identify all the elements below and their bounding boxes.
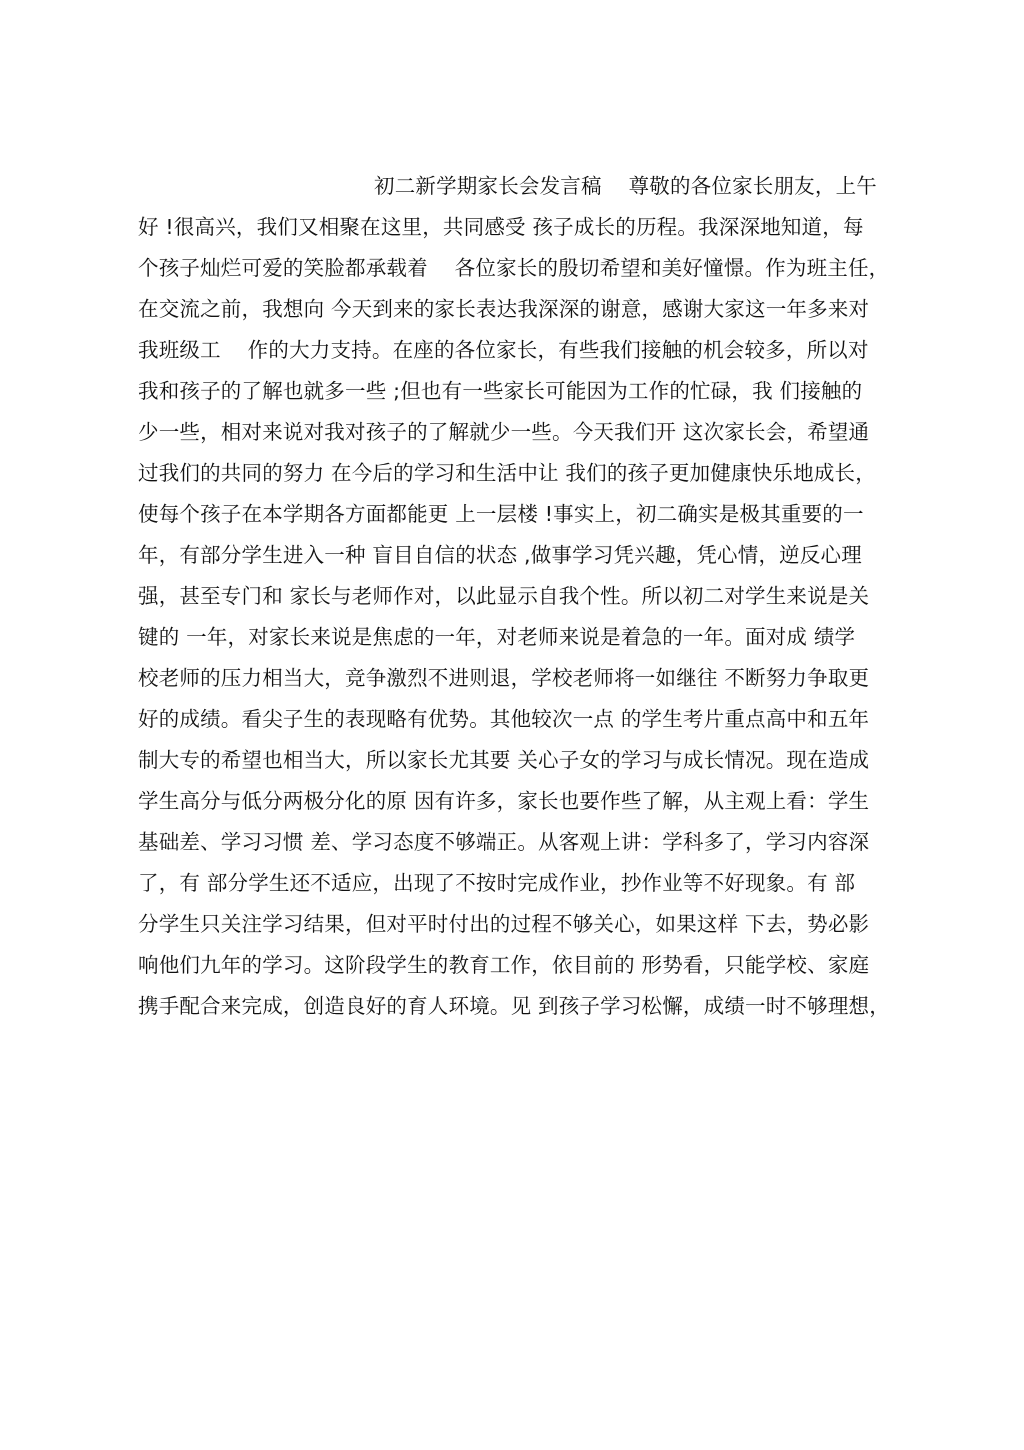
text-line: 校老师的压力相当大，竞争激烈不进则退，学校老师将一如继往 不断努力争取更 [138,666,870,690]
text-line: 制大专的希望也相当大，所以家长尤其要 关心子女的学习与成长情况。现在造成 [138,748,870,772]
text-line: 使每个孩子在本学期各方面都能更 上一层楼 !事实上，初二确实是极其重要的一 [138,502,864,526]
text-line: 少一些，相对来说对我对孩子的了解就少一些。今天我们开 这次家长会，希望通 [138,420,870,444]
text-line: 个孩子灿烂可爱的笑脸都承载着 各位家长的殷切希望和美好憧憬。作为班主任， [138,256,890,280]
text-line: 我和孩子的了解也就多一些 ;但也有一些家长可能因为工作的忙碌，我 们接触的 [138,379,863,403]
text-line: 基础差、学习习惯 差、学习态度不够端正。从客观上讲：学科多了，学习内容深 [138,830,870,854]
text-line: 键的 一年，对家长来说是焦虑的一年，对老师来说是着急的一年。面对成 绩学 [138,625,856,649]
text-line: 学生高分与低分两极分化的原 因有许多，家长也要作些了解，从主观上看：学生 [138,789,870,813]
text-line: 了，有 部分学生还不适应，出现了不按时完成作业，抄作业等不好现象。有 部 [138,871,856,895]
text-line: 我班级工 作的大力支持。在座的各位家长，有些我们接触的机会较多，所以对 [138,338,869,362]
text-line-title: 初二新学期家长会发言稿 尊敬的各位家长朋友，上午 [374,174,877,198]
text-line: 强，甚至专门和 家长与老师作对，以此显示自我个性。所以初二对学生来说是关 [138,584,870,608]
text-line: 过我们的共同的努力 在今后的学习和生活中让 我们的孩子更加健康快乐地成长， [138,461,876,485]
text-line: 年，有部分学生进入一种 盲目自信的状态 ,做事学习凭兴趣，凭心情，逆反心理 [138,543,862,567]
text-line: 响他们九年的学习。这阶段学生的教育工作，依目前的 形势看，只能学校、家庭 [138,953,870,977]
text-line: 分学生只关注学习结果，但对平时付出的过程不够关心，如果这样 下去，势必影 [138,912,870,936]
text-line: 好 !很高兴，我们又相聚在这里，共同感受 孩子成长的历程。我深深地知道，每 [138,215,864,239]
text-line: 在交流之前，我想向 今天到来的家长表达我深深的谢意，感谢大家这一年多来对 [138,297,870,321]
text-line: 好的成绩。看尖子生的表现略有优势。其他较次一点 的学生考片重点高中和五年 [138,707,870,731]
speech-text-body [138,166,898,1027]
text-line: 携手配合来完成，创造良好的育人环境。见 到孩子学习松懈，成绩一时不够理想， [138,994,890,1018]
